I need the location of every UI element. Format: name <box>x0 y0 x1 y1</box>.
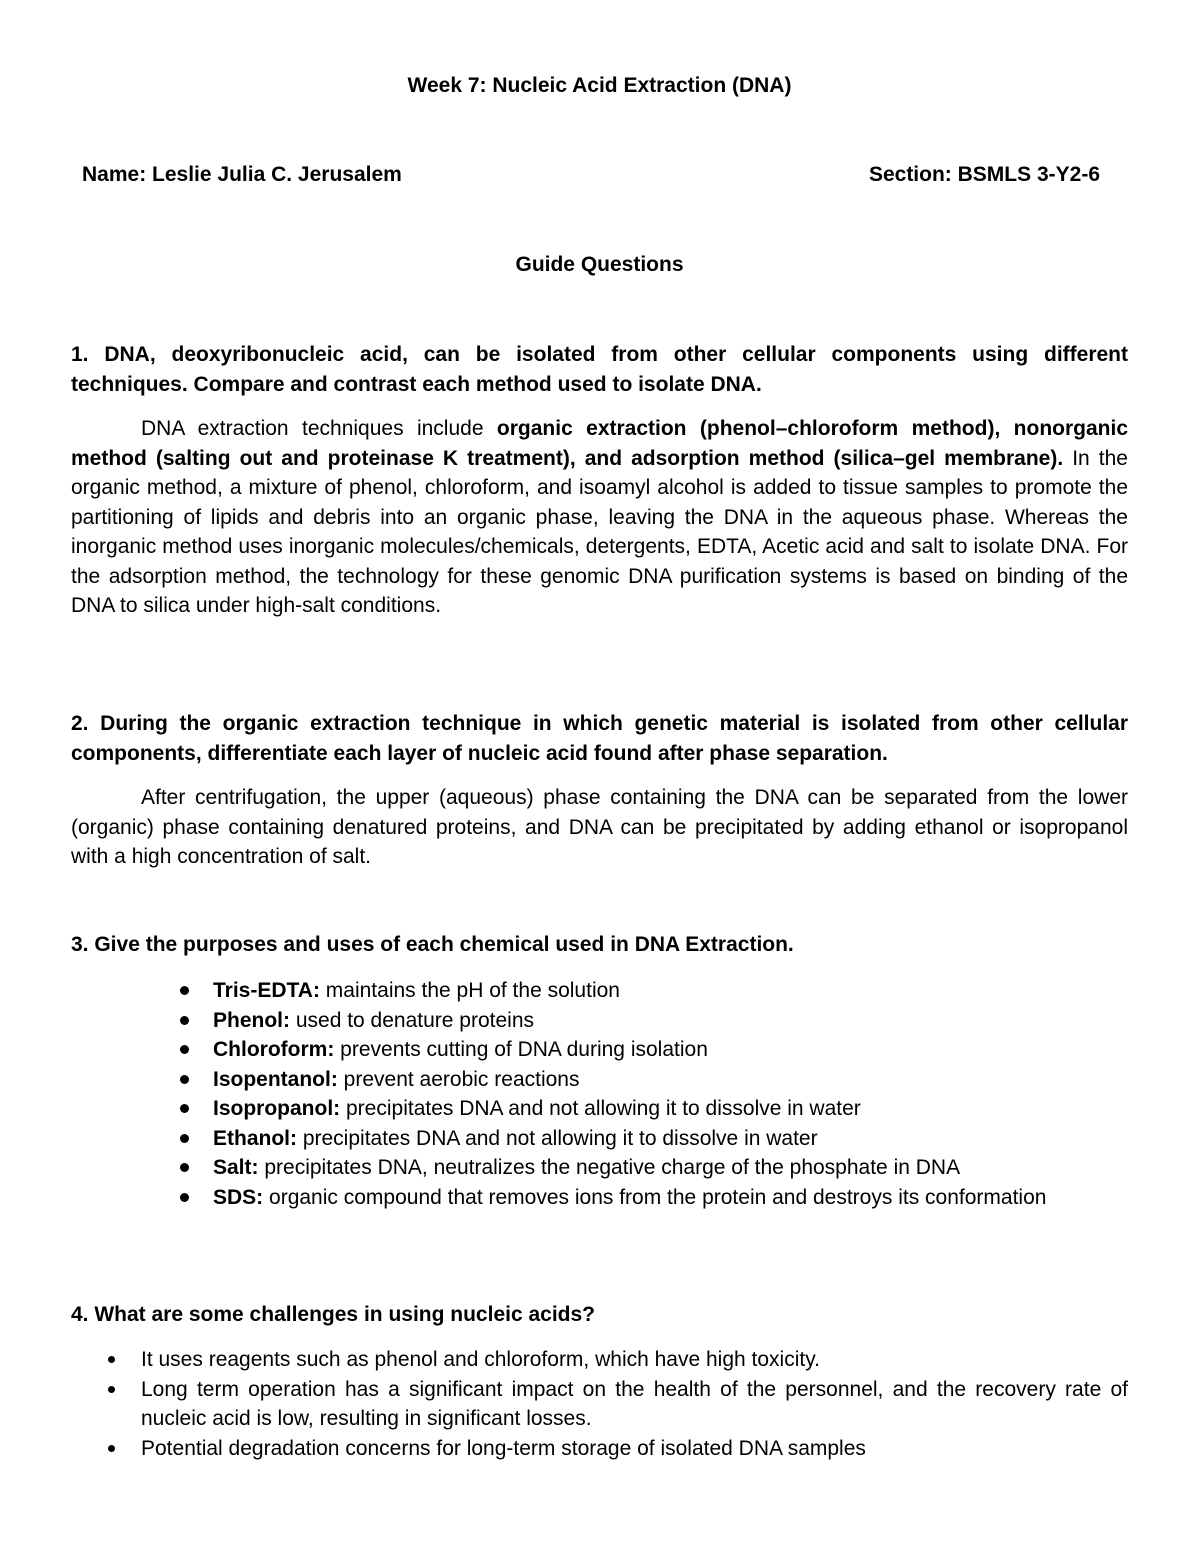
document-title: Week 7: Nucleic Acid Extraction (DNA) <box>407 74 792 97</box>
question-2: 2. During the organic extraction technique in which genetic material is isolated from other cellular components, differentiate each layer of nucleic acid found after phase separation. <box>71 712 1128 765</box>
section-heading: Guide Questions <box>515 253 684 276</box>
list-item <box>141 1375 1128 1434</box>
chemical-desc: precipitates DNA and not allowing it to dissolve in water <box>297 1126 818 1150</box>
list-item <box>213 1153 1128 1183</box>
student-name: Name: Leslie Julia C. Jerusalem <box>82 163 402 186</box>
list-item <box>141 1434 1128 1464</box>
question-3: 3. Give the purposes and uses of each chemical used in DNA Extraction. <box>71 933 794 956</box>
challenge-text: Long term operation has a significant impact on the health of the personnel, and the recovery rate of nucleic acid is low, resulting in significant losses. <box>141 1377 1128 1430</box>
chemical-term: Phenol: <box>213 1008 290 1032</box>
list-item <box>213 1035 1128 1065</box>
challenge-text: Potential degradation concerns for long-term storage of isolated DNA samples <box>141 1436 866 1460</box>
question-4: 4. What are some challenges in using nucleic acids? <box>71 1303 595 1326</box>
challenges-list <box>141 1345 1128 1463</box>
chemical-term: Isopropanol: <box>213 1097 341 1120</box>
answer-1 <box>71 414 1128 621</box>
list-item <box>213 1006 1128 1036</box>
chemical-term: SDS: <box>213 1185 264 1209</box>
chemical-list <box>213 976 1128 1212</box>
answer-2: After centrifugation, the upper (aqueous) phase containing the DNA can be separated from the lower (organic) phase containing denatured proteins, and DNA can be precipitated by adding ethanol or isopropanol with a high concentration of salt. <box>71 786 1128 868</box>
chemical-desc: prevent aerobic reactions <box>337 1067 580 1091</box>
chemical-desc: organic compound that removes ions from the protein and destroys its conformation <box>263 1185 1047 1209</box>
answer-1-bold: organic extraction (phenol–chloroform method), nonorganic method (salting out and proteinase K treatment), and adsorption method (silica–gel membrane). <box>71 417 1128 470</box>
list-item <box>213 1094 1128 1124</box>
challenge-text: It uses reagents such as phenol and chloroform, which have high toxicity. <box>141 1348 820 1371</box>
list-item <box>213 1124 1128 1154</box>
chemical-term: Isopentanol: <box>213 1067 338 1091</box>
question-1: 1. DNA, deoxyribonucleic acid, can be isolated from other cellular components using different techniques. Compare and contrast each method used to isolate DNA. <box>71 343 1128 396</box>
list-item <box>213 1065 1128 1095</box>
header-row <box>82 160 1100 190</box>
chemical-term: Tris-EDTA: <box>213 979 320 1002</box>
chemical-desc: used to denature proteins <box>290 1008 535 1032</box>
list-item <box>213 976 1128 1006</box>
chemical-term: Chloroform: <box>213 1038 335 1061</box>
answer-1-lead: DNA extraction techniques include <box>141 417 497 440</box>
chemical-desc: maintains the pH of the solution <box>319 979 620 1002</box>
list-item <box>213 1183 1128 1213</box>
chemical-desc: precipitates DNA, neutralizes the negative charge of the phosphate in DNA <box>258 1156 961 1179</box>
chemical-desc: precipitates DNA and not allowing it to dissolve in water <box>340 1097 861 1120</box>
list-item <box>141 1345 1128 1375</box>
answer-1-rest: In the organic method, a mixture of phenol, chloroform, and isoamyl alcohol is added to tissue samples to promote the partitioning of lipids and debris into an organic phase, leaving the DNA in the aqueous phase. Whereas the inorganic method uses inorganic molecules/chemicals, detergents, EDTA, Acetic acid and salt to isolate DNA. For the adsorption method, the technology for these genomic DNA purification systems is based on binding of the DNA to silica under high-salt conditions. <box>71 446 1128 617</box>
student-section: Section: BSMLS 3-Y2-6 <box>868 163 1100 186</box>
chemical-term: Salt: <box>213 1156 259 1179</box>
chemical-term: Ethanol: <box>213 1126 297 1150</box>
chemical-desc: prevents cutting of DNA during isolation <box>334 1038 708 1061</box>
